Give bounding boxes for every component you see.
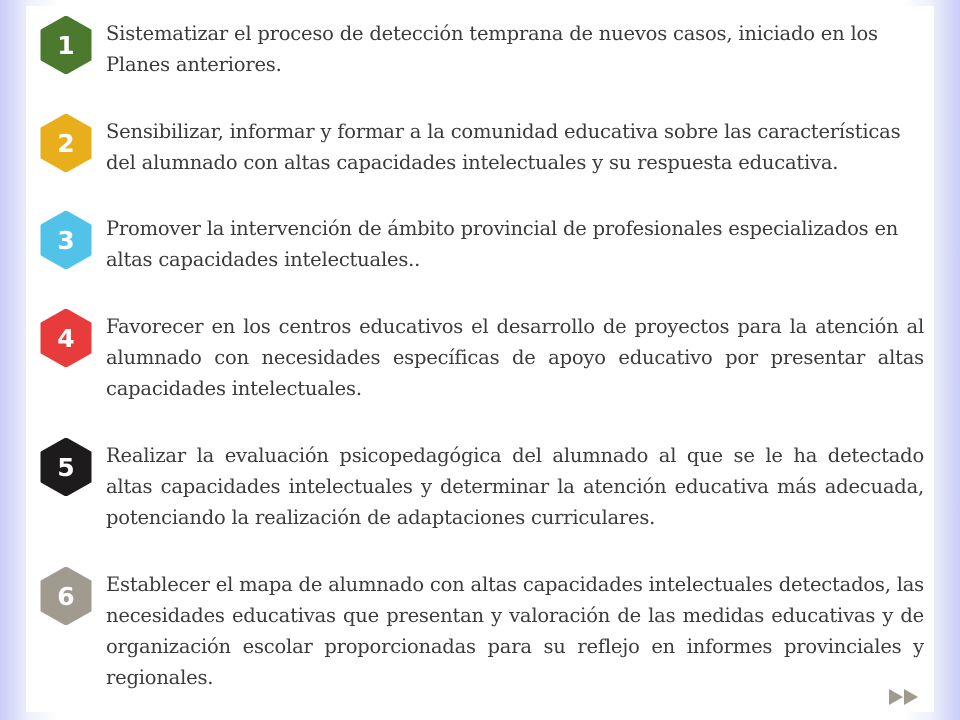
- content-panel: [26, 6, 934, 712]
- item-text: Sensibilizar, informar y formar a la comunidad educativa sobre las características del alumnado con altas capacidades intelectuales y su respuesta educativa.: [106, 120, 901, 174]
- list-item-2: [40, 116, 924, 178]
- item-text: Realizar la evaluación psicopedagógica del alumnado al que se le ha detectado altas capacidades intelectuales y determinar la atención educativa más adecuada, potenciando la realización de adaptaciones curriculares.: [106, 444, 924, 529]
- list-item-4: [40, 311, 924, 404]
- item-number: 4: [57, 323, 75, 353]
- list-item-1: [40, 18, 924, 80]
- item-number: 1: [57, 30, 75, 60]
- list-item-5: [40, 440, 924, 533]
- item-text: Promover la intervención de ámbito provincial de profesionales especializados en altas capacidades intelectuales..: [106, 217, 899, 271]
- item-text: Sistematizar el proceso de detección temprana de nuevos casos, iniciado en los Planes anteriores.: [106, 22, 878, 76]
- list-item-3: [40, 213, 924, 275]
- list-item-6: [40, 569, 924, 693]
- item-number: 6: [57, 581, 75, 611]
- item-text: Establecer el mapa de alumnado con altas capacidades intelectuales detectados, las necesidades educativas que presentan y valoración de las medidas educativas y de organización escolar proporcionadas para su reflejo en informes provinciales y regionales.: [106, 573, 924, 689]
- item-number: 5: [57, 452, 75, 482]
- double-arrow-icon[interactable]: [888, 688, 920, 706]
- item-text: Favorecer en los centros educativos el desarrollo de proyectos para la atención al alumnado con necesidades específicas de apoyo educativo por presentar altas capacidades intelectuales.: [106, 315, 924, 400]
- item-number: 3: [57, 225, 75, 255]
- item-number: 2: [57, 128, 75, 158]
